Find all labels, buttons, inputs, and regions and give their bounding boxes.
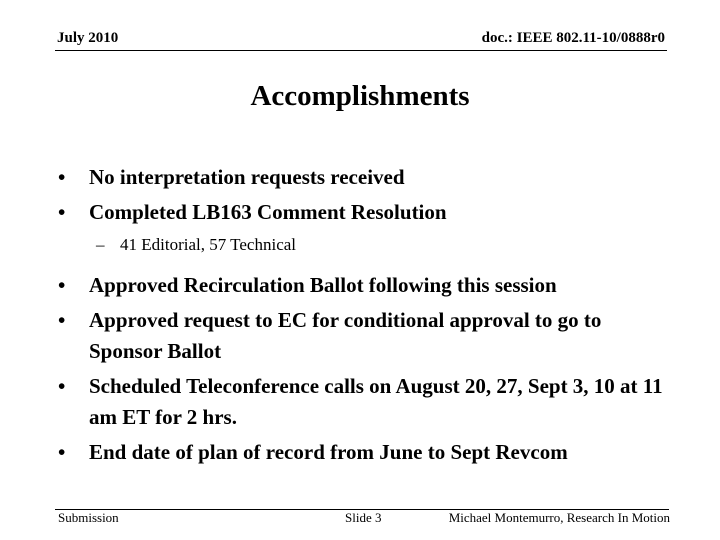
footer-submission: Submission [58,510,119,525]
bullet-item [58,162,668,193]
bullet-item [58,270,668,301]
bullet-text: Scheduled Teleconference calls on August 20, 27, Sept 3, 10 at 11 am ET for 2 hrs. [89,374,663,429]
bullet-dot-icon: • [58,200,66,224]
bullet-text: End date of plan of record from June to Sept Revcom [89,440,568,464]
sub-bullet-text: 41 Editorial, 57 Technical [120,235,297,254]
bullet-dot-icon: • [58,374,66,398]
footer-author: Michael Montemurro, Research In Motion [448,510,670,525]
bullet-text: Approved request to EC for conditional approval to go to Sponsor Ballot [89,308,602,363]
sub-bullet-item [58,232,668,258]
header-date: July 2010 [57,30,119,46]
sub-bullet-dash-icon: – [96,235,105,254]
bullet-item [58,305,668,367]
bullet-text: No interpretation requests received [89,165,405,189]
bullet-dot-icon: • [58,273,66,297]
header-doc-id: doc.: IEEE 802.11-10/0888r0 [481,30,665,46]
header-divider [55,50,667,51]
bullet-dot-icon: • [58,165,66,189]
bullet-text: Completed LB163 Comment Resolution [89,200,447,224]
bullet-dot-icon: • [58,440,66,464]
bullet-dot-icon: • [58,308,66,332]
footer-slide-number: Slide 3 [345,510,382,525]
bullet-text: Approved Recirculation Ballot following this session [89,273,557,297]
bullet-item [58,371,668,433]
bullet-list [58,162,668,472]
slide-title: Accomplishments [250,80,470,112]
bullet-item [58,197,668,228]
bullet-item [58,437,668,468]
